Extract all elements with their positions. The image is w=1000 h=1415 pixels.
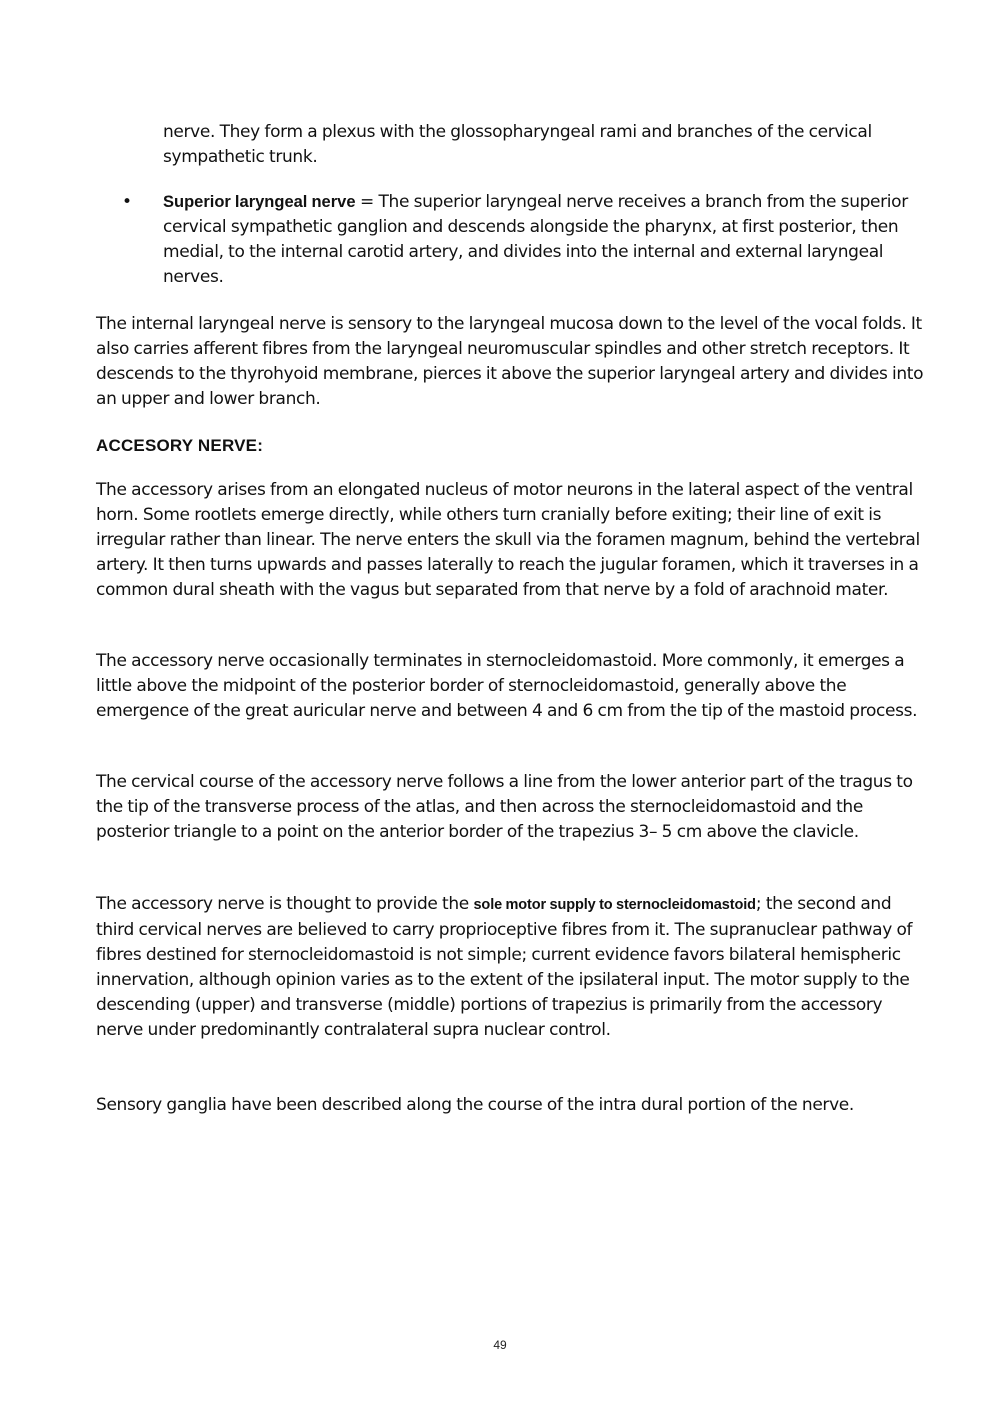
supply-emphasis: sole motor supply to sternocleidomastoid (473, 897, 756, 913)
bullet-description: = The superior laryngeal nerve receives a branch from the superior cervical sympathetic ganglion and descends alongside the pharynx, at first posterior, then medial, to the internal carotid artery, and divides into the internal and external laryngeal nerves. (163, 192, 908, 287)
bullet-marker: • (122, 192, 133, 212)
supply-text-before: The accessory nerve is thought to provide the (96, 894, 474, 914)
bullet-term: Superior laryngeal nerve (163, 193, 356, 211)
bullet-text (163, 190, 923, 290)
section-heading: ACCESORY NERVE: (96, 436, 264, 455)
continuation-paragraph: nerve. They form a plexus with the glossopharyngeal rami and branches of the cervical sympathetic trunk. (163, 122, 872, 167)
paragraph-internal-laryngeal: The internal laryngeal nerve is sensory to the laryngeal mucosa down to the level of the vocal folds. It also carries afferent fibres from the laryngeal neuromuscular spindles and other stretch receptors. It descends to the thyrohyoid membrane, pierces it above the superior laryngeal artery and divides into an upper and lower branch. (96, 314, 924, 409)
paragraph-ganglia: Sensory ganglia have been described along the course of the intra dural portion of the nerve. (96, 1095, 854, 1115)
paragraph-supply (96, 892, 926, 1043)
paragraph-course: The cervical course of the accessory nerve follows a line from the lower anterior part of the tragus to the tip of the transverse process of the atlas, and then across the sternocleidomastoid and the posterior triangle to a point on the anterior border of the trapezius 3– 5 cm above the clavicle. (96, 772, 913, 842)
paragraph-origin: The accessory arises from an elongated nucleus of motor neurons in the lateral aspect of the ventral horn. Some rootlets emerge directly, while others turn cranially before exiting; their line of exit is irregular rather than linear. The nerve enters the skull via the foramen magnum, behind the vertebral artery. It then turns upwards and passes laterally to reach the jugular foramen, which it traverses in a common dural sheath with the vagus but separated from that nerve by a fold of arachnoid mater. (96, 480, 920, 600)
supply-text-after: ; the second and third cervical nerves are believed to carry proprioceptive fibres from it. The supranuclear pathway of fibres destined for sternocleidomastoid is not simple; current evidence favors bilateral hemispheric innervation, although opinion varies as to the extent of the ipsilateral input. The motor supply to the descending (upper) and transverse (middle) portions of trapezius is primarily from the accessory nerve under predominantly contralateral supra nuclear control. (96, 894, 913, 1040)
paragraph-termination: The accessory nerve occasionally terminates in sternocleidomastoid. More commonly, it emerges a little above the midpoint of the posterior border of sternocleidomastoid, generally above the emergence of the great auricular nerve and between 4 and 6 cm from the tip of the mastoid process. (96, 651, 918, 721)
page-number: 49 (493, 1338, 507, 1352)
